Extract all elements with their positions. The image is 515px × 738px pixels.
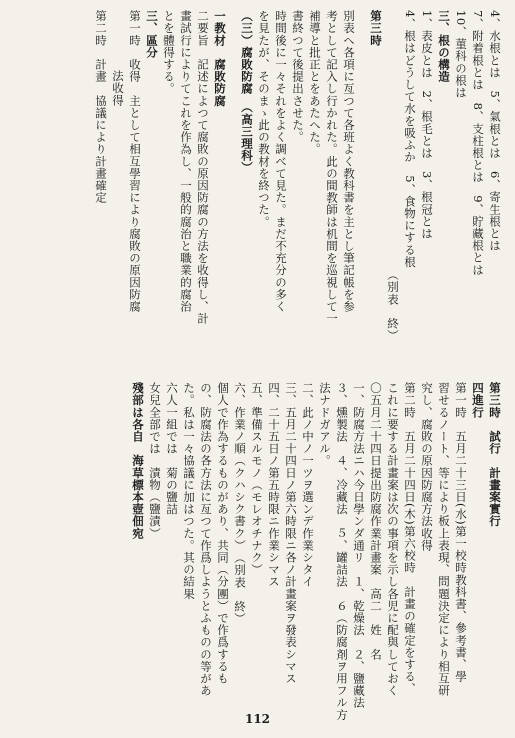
text-line: 第一時 收得 主として相互學習により腐敗の原因防腐 [128,10,142,313]
text-line: 二、此ノ中ノ一ツヲ選ンデ作業シタイ [301,382,315,588]
text-line: 二要旨 記述によつて腐敗の原因防腐の方法を收得し、計 [196,10,210,325]
text-line: 究し、腐敗の原因防腐方法收得 [420,382,434,552]
text-line: 考として記入し行かれた。此の間教師は机間を巡視して一 [325,10,339,325]
text-line: 四、二十五日ノ第五時限ニ作業シマス [267,382,281,588]
text-line: 別表へ各項に亙つて各班よく教科書を主とし筆記帳を参 [342,10,356,313]
text-line: た。私は一々協議に加はつた。其の結果 [182,382,196,600]
text-line: 補導と批正とをあたへた。 [308,10,322,156]
text-line: 法收得 [111,70,125,107]
text-line: 第二時 計畫 協議により計畫確定 [94,10,108,204]
text-line: とを體得する。 [162,10,176,95]
text-line: 六人一組では 菊の鹽詰 [165,382,179,516]
text-line: 五、準備スルモノ（モレオチナク） [250,382,264,576]
text-line: 第三時 試行 計畫案實行 [488,382,502,528]
text-line: 書終つて後提出させた。 [291,10,305,144]
section-heading: 四進行 [471,382,485,419]
text-line: 第二時 五月二十四日(木)第六校時 計畫の確定をする、 [403,382,417,695]
text-line: 法ナドガアル。 [318,382,332,467]
text-line: の、防腐法の各方法に亙つて作爲しようとふものの等があ [199,382,213,697]
text-line: 殘部は各自 海草標本壺佃宛 [131,382,145,540]
text-line: 女兒全部では 漬物（鹽漬） [148,382,162,540]
text-line: 畫試行によりてこれを作為し、一般的腐治と職業的腐治 [179,10,193,313]
text-line: ３、燻製法 ４、冷藏法 ５、罐詰法 ６（防腐剤ヲ用フル方 [335,382,349,721]
section-heading: （三）腐敗防腐 （高三理科） [240,10,254,174]
text-line: 7、附着根とは 8、支柱根とは 9、貯藏根とは [471,10,485,276]
text-line: これに要する計畫案は次の事項を示し各児に配與しておく [386,382,400,697]
text-line: 三、五月二十四日ノ第六時限ニ各ノ計畫案ヲ發表シマス [284,382,298,685]
page-number: 112 [244,712,271,726]
section-heading: 三、根の構造 [437,10,451,83]
text-line: を見たが、そのまゝ此の教材を終つた。 [257,10,271,228]
text-line: 4、水根とは 5、氣根とは 6、寄生根とは [488,10,502,252]
section-heading: 三、區分 [145,10,159,59]
text-line: 〇五月二十四日提出防腐作業計畫案 高二 姓 名 [369,382,383,661]
text-line: 一、防腐方法ニハ今日學ンダ通リ １、乾燥法 ２、鹽藏法 [352,382,366,709]
text-line: （別表 終） [386,269,400,342]
text-line: 六、作業ノ順（クハシク書ク） （別表 終） [233,382,247,625]
text-line: 1、表皮とは 2、根毛とは 3、根冠とは [420,10,434,240]
text-line: 10、菫科の根は [454,10,468,99]
text-line: 第一時 五月二十三日(水)第一校時教科書、參考書、學 [454,382,468,683]
text-line: 個人で作為するものがあり、共同（分團）で作爲するも [216,382,230,685]
text-line: 4、根はどうして水を吸ふか 5、食物にする根 [403,10,417,268]
text-line: 時間後に一々それをよく調べて見た。まだ不充分の多く [274,10,288,313]
section-heading: 第三時 [369,10,383,47]
text-line: 一教材 腐敗防腐 [213,10,227,107]
top-text-block [19,10,503,342]
text-line: 習せるノート、等により板上表現、問題決定により相互研 [437,382,451,697]
